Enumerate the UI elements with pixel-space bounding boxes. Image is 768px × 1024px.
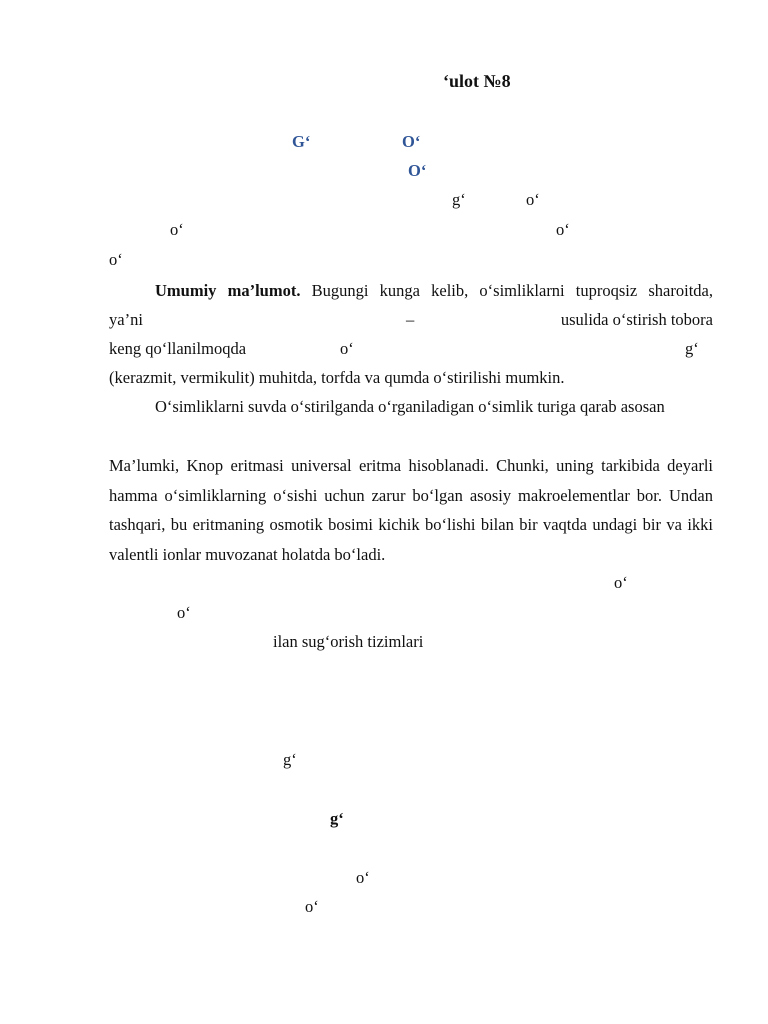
knop-paragraph: Ma’lumki, Knop eritmasi universal eritma hisoblanadi. Chunki, uning tarkibida deyarli hamma o‘simliklarning o‘sishi uchun zarur bo‘lgan asosiy makroelementlar bor. Undan tashqari, bu eritmaning osmotik bosimi kichik bo‘lishi bilan bir vaqtda undagi bir va ikki valentli ionlar muvozanat holatda bo‘ladi. — [109, 456, 713, 564]
intro-line-3-c: g‘ — [685, 339, 699, 358]
intro-bold-label: Umumiy ma’lumot. — [155, 281, 301, 300]
text-fragment-bold: g‘ — [330, 809, 344, 828]
heading-fragment-g: G‘ — [292, 132, 311, 151]
intro-line-3 — [109, 339, 713, 359]
text-fragment: o‘ — [556, 220, 570, 239]
text-fragment: o‘ — [305, 897, 319, 916]
intro-line-2-c: usulida o‘stirish tobora — [560, 310, 713, 329]
intro-line-2-b: – — [406, 310, 415, 329]
intro-line-3-b: o‘ — [340, 339, 354, 358]
text-fragment: o‘ — [170, 220, 184, 239]
irrigation-systems-text: ilan sug‘orish tizimlari — [273, 632, 424, 651]
text-fragment: o‘ — [177, 603, 191, 622]
text-fragment: o‘ — [109, 250, 123, 269]
text-fragment: g‘ — [452, 190, 466, 209]
intro-line-1 — [109, 276, 713, 306]
heading-fragment-o-2: O‘ — [408, 161, 427, 180]
intro-line-4: (kerazmit, vermikulit) muhitda, torfda va qumda o‘stirilishi mumkin. — [109, 368, 565, 387]
intro-line-5: O‘simliklarni suvda o‘stirilganda o‘rganiladigan o‘simlik turiga qarab asosan — [155, 397, 665, 416]
intro-line-2 — [109, 310, 713, 330]
text-fragment: o‘ — [356, 868, 370, 887]
intro-line-3-a: keng qo‘llanilmoqda — [109, 339, 247, 358]
intro-line-1-text: Bugungi kunga kelib, o‘simliklarni tuproqsiz sharoitda, — [300, 281, 713, 300]
text-fragment: o‘ — [614, 573, 628, 592]
page-title: ‘ulot №8 — [443, 71, 511, 91]
text-fragment: o‘ — [526, 190, 540, 209]
text-fragment: g‘ — [283, 750, 297, 769]
intro-line-2-a: ya’ni — [109, 310, 143, 329]
heading-fragment-o: O‘ — [402, 132, 421, 151]
